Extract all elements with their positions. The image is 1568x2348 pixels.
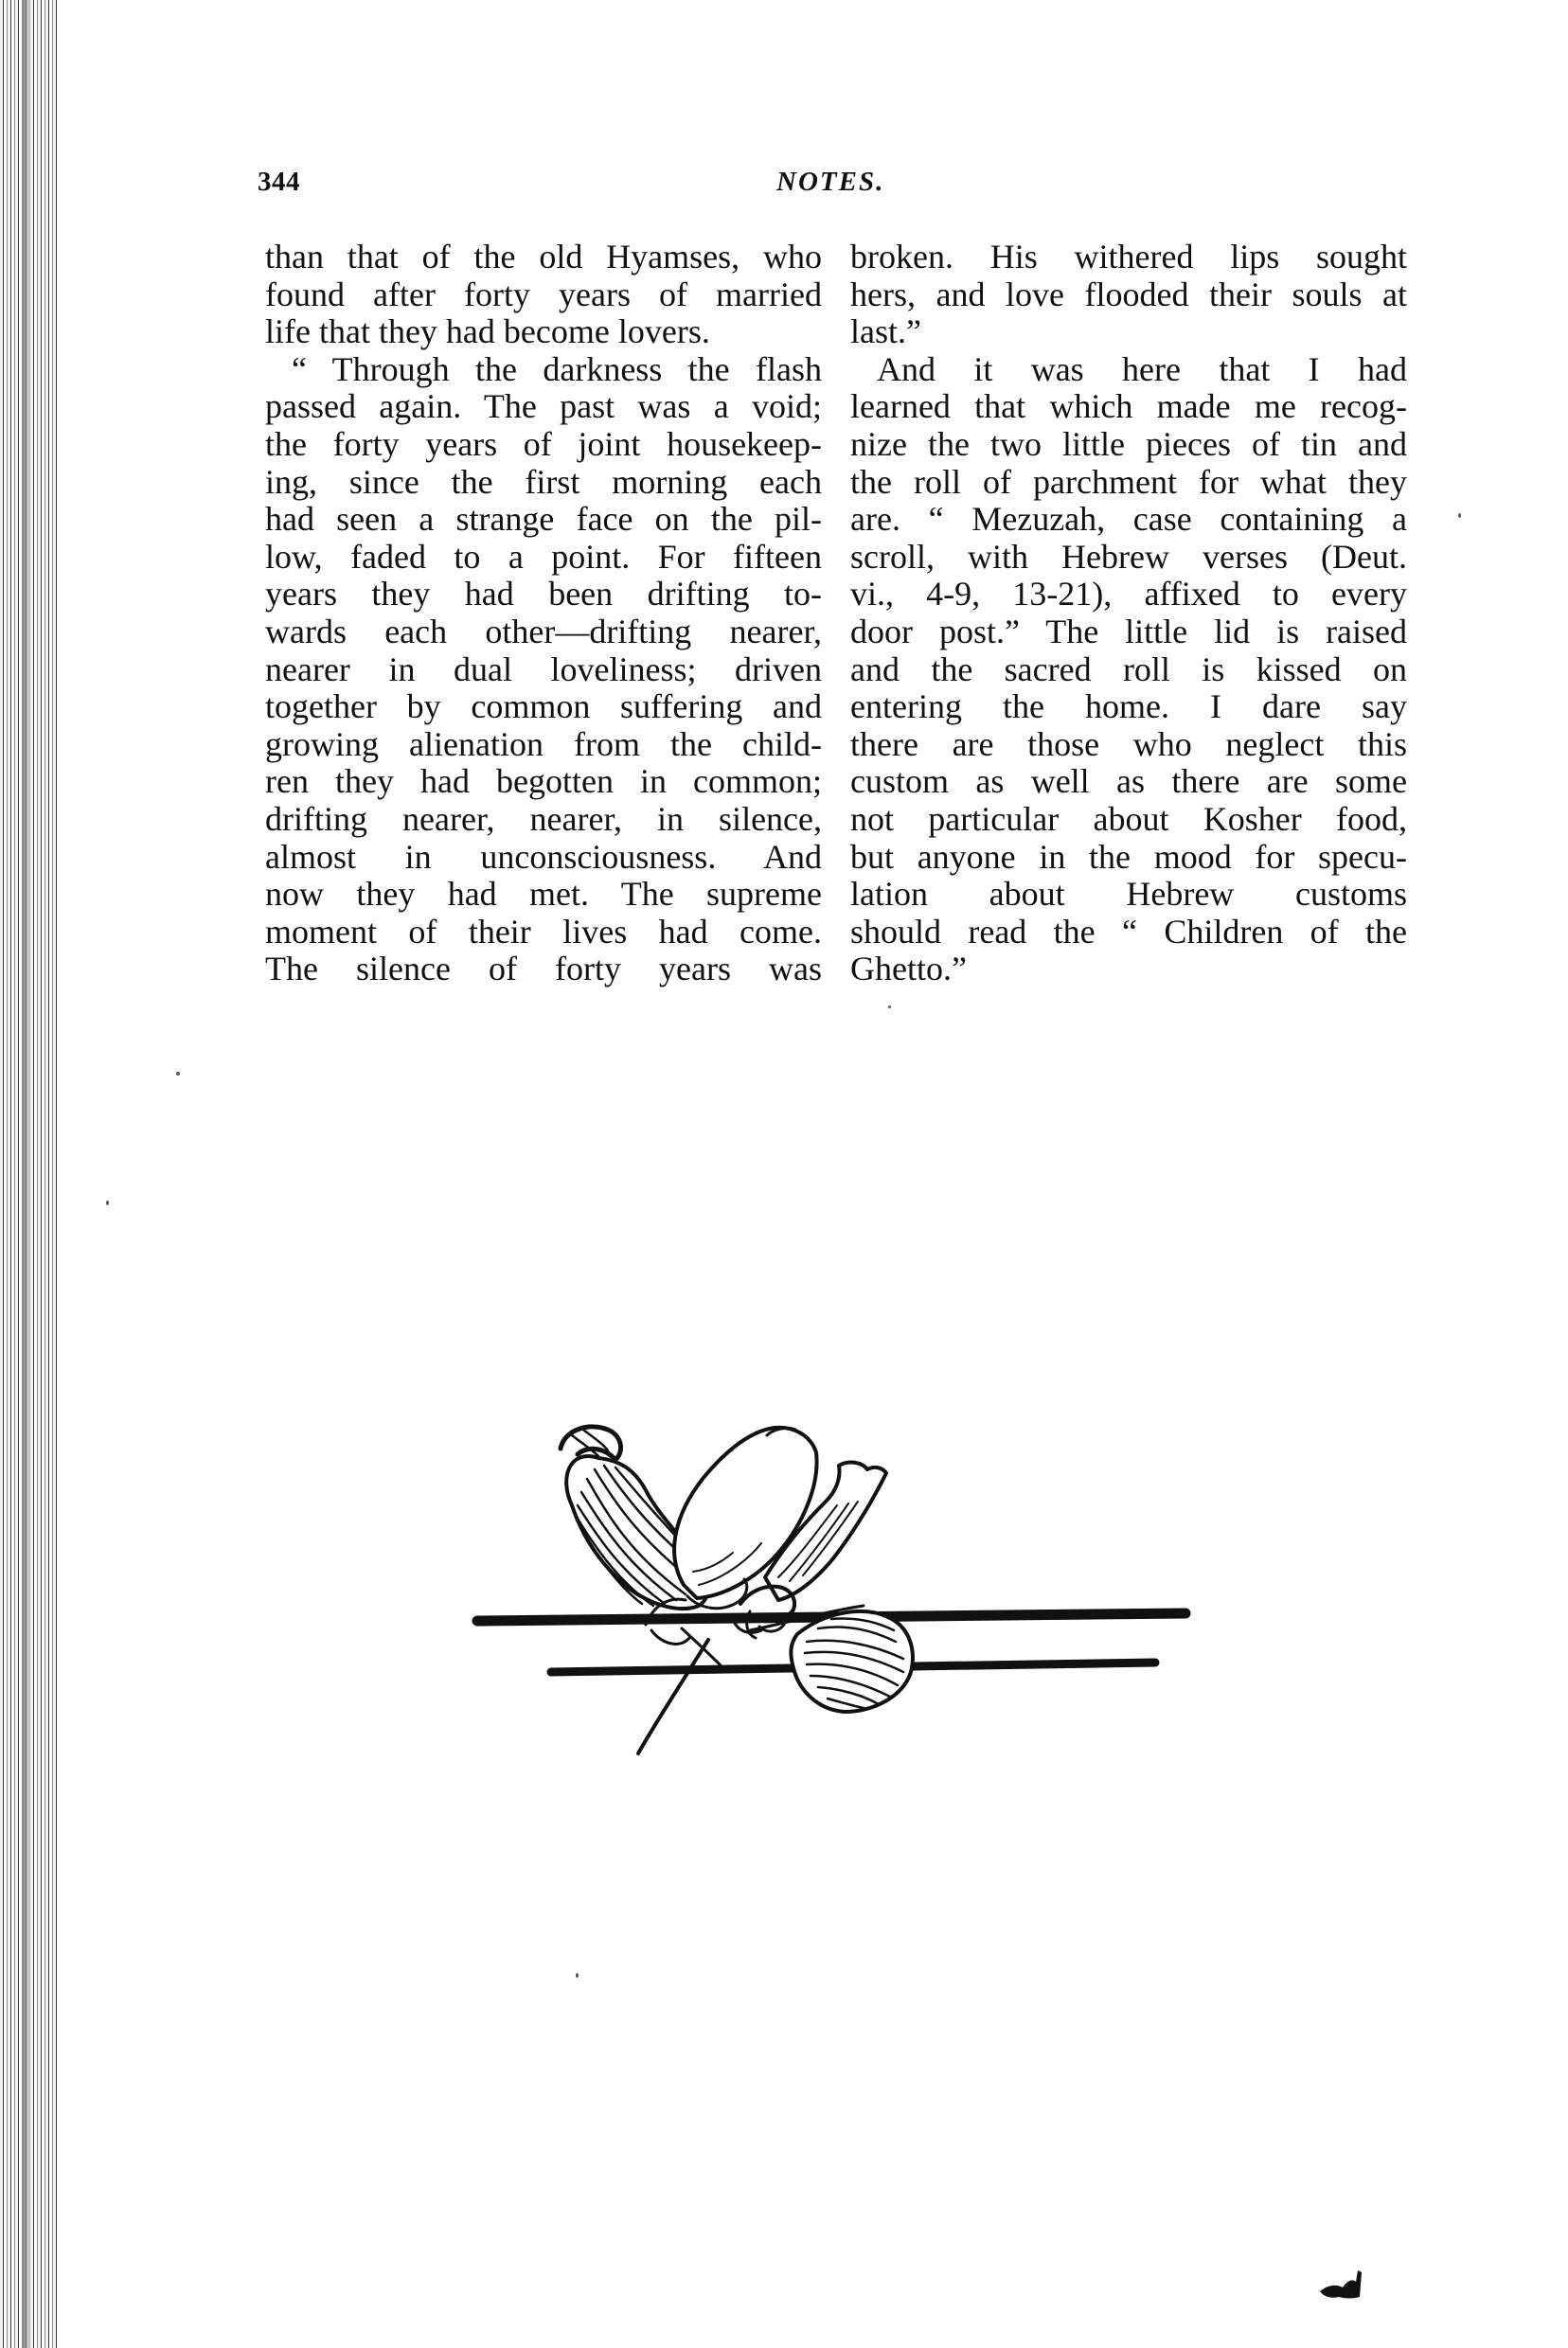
text-line: are. “ Mezuzah, case containing a xyxy=(850,500,1407,539)
text-line: hers, and love flooded their souls at xyxy=(850,275,1407,313)
text-line: found after forty years of married xyxy=(265,275,822,313)
text-line: nearer in dual loveliness; driven xyxy=(265,649,822,688)
text-line: growing alienation from the child- xyxy=(265,724,822,763)
text-line: had seen a strange face on the pil- xyxy=(265,500,822,539)
text-line: together by common suffering and xyxy=(265,687,822,726)
paper-speck xyxy=(888,1005,891,1008)
text-line: scroll, with Hebrew verses (Deut. xyxy=(850,537,1407,576)
text-line: passed again. The past was a void; xyxy=(265,387,822,426)
text-line: and the sacred roll is kissed on xyxy=(850,649,1407,688)
text-line: learned that which made me recog- xyxy=(850,387,1407,426)
text-line: ing, since the first morning each xyxy=(265,462,822,501)
paper-speck xyxy=(176,1072,180,1076)
text-line: ren they had begotten in common; xyxy=(265,762,822,801)
text-line: nize the two little pieces of tin and xyxy=(850,424,1407,463)
text-line: lation about Hebrew customs xyxy=(850,875,1407,914)
text-line: the roll of parchment for what they xyxy=(850,462,1407,501)
page-edge-shadow xyxy=(23,0,30,2348)
text-line: “ Through the darkness the flash xyxy=(292,349,822,388)
sweet-pea-flowers-icon xyxy=(466,1411,1204,1770)
paper-speck xyxy=(106,1201,109,1205)
text-line: wards each other—drifting nearer, xyxy=(265,612,822,650)
text-line: but anyone in the mood for specu- xyxy=(850,837,1407,876)
text-line: And it was here that I had xyxy=(877,349,1407,388)
text-line: last.” xyxy=(850,312,921,351)
text-line: custom as well as there are some xyxy=(850,762,1407,801)
left-column xyxy=(265,239,822,988)
text-line: door post.” The little lid is raised xyxy=(850,612,1407,650)
running-head: NOTES. xyxy=(776,167,885,197)
text-line: the forty years of joint housekeep- xyxy=(265,424,822,463)
text-line: Ghetto.” xyxy=(850,950,967,988)
paper-speck xyxy=(576,1973,579,1978)
ink-mark-icon xyxy=(1316,2263,1373,2310)
text-line: life that they had become lovers. xyxy=(265,312,710,351)
text-line: The silence of forty years was xyxy=(265,950,822,988)
text-line: now they had met. The supreme xyxy=(265,875,822,914)
page-number: 344 xyxy=(258,167,300,197)
text-line: broken. His withered lips sought xyxy=(850,238,1407,276)
right-column xyxy=(850,239,1407,988)
page-header xyxy=(258,167,1394,205)
text-line: drifting nearer, nearer, in silence, xyxy=(265,799,822,838)
text-line: not particular about Kosher food, xyxy=(850,799,1407,838)
text-line: moment of their lives had come. xyxy=(265,912,822,951)
text-line: low, faded to a point. For fifteen xyxy=(265,537,822,576)
text-line: than that of the old Hyamses, who xyxy=(265,238,822,276)
text-line: years they had been drifting to- xyxy=(265,575,822,614)
text-line: almost in unconsciousness. And xyxy=(265,837,822,876)
text-line: entering the home. I dare say xyxy=(850,687,1407,726)
text-line: should read the “ Children of the xyxy=(850,912,1407,951)
text-line: there are those who neglect this xyxy=(850,724,1407,763)
text-line: vi., 4-9, 13-21), affixed to every xyxy=(850,575,1407,614)
paper-speck xyxy=(1458,513,1461,518)
